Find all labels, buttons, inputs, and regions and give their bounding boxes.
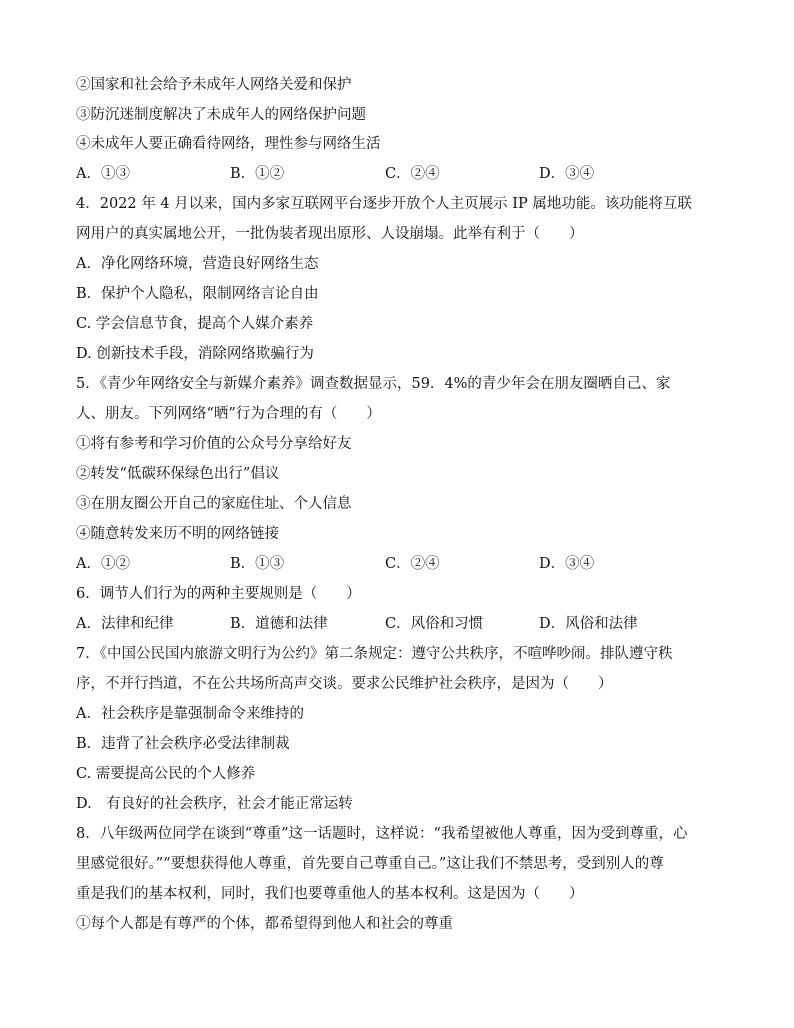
q7-option-a: A．社会秩序是靠强制命令来维持的 [76, 706, 304, 722]
q5-option-a: A．①② [76, 556, 130, 572]
q6-option-b: B．道德和法律 [230, 616, 328, 632]
q5-statement-2: ②转发“低碳环保绿色出行”倡议 [76, 466, 280, 482]
q3-option-b: B．①② [230, 166, 285, 182]
q6-option-a: A．法律和纪律 [76, 616, 174, 632]
q5-option-c: C．②④ [385, 556, 440, 572]
q3-option-d: D．③④ [539, 166, 595, 182]
q8-stem-line-2: 里感觉很好。”“要想获得他人尊重，首先要自己尊重自己。”这让我们不禁思考，受到别人的尊 [76, 856, 664, 872]
q4-option-d: D. 创新技术手段，消除网络欺骗行为 [76, 346, 314, 362]
q8-stem-line-3: 重是我们的基本权利，同时，我们也要尊重他人的基本权利。这是因为（ ） [76, 886, 584, 902]
q5-stem-line-1: 5．《青少年网络安全与新媒介素养》调查数据显示，59．4%的青少年会在朋友圈晒自己、家 [76, 376, 671, 392]
q5-stem-line-2: 人、朋友。下列网络“晒”行为合理的有（ ） [76, 406, 381, 422]
q6-options [76, 614, 716, 634]
q6-option-d: D．风俗和法律 [539, 616, 638, 632]
q3-options [76, 164, 716, 184]
q5-statement-1: ①将有参考和学习价值的公众号分享给好友 [76, 436, 352, 452]
q5-option-d: D．③④ [539, 556, 595, 572]
q3-statement-2: ②国家和社会给予未成年人网络关爱和保护 [76, 77, 352, 93]
q5-option-b: B．①③ [230, 556, 285, 572]
q8-statement-1: ①每个人都是有尊严的个体，都希望得到他人和社会的尊重 [76, 916, 453, 932]
q7-option-b: B．违背了社会秩序必受法律制裁 [76, 736, 290, 752]
q5-statement-3: ③在朋友圈公开自己的家庭住址、个人信息 [76, 496, 352, 512]
q4-stem-line-2: 网用户的真实属地公开，一批伪装者现出原形、人设崩塌。此举有利于（ ） [76, 226, 584, 242]
q7-option-d: D. 有良好的社会秩序，社会才能正常运转 [76, 796, 353, 812]
q4-option-a: A．净化网络环境，营造良好网络生态 [76, 256, 319, 272]
q7-stem-line-1: 7．《中国公民国内旅游文明行为公约》第二条规定：遵守公共秩序，不喧哗吵闹。排队遵守秩 [76, 646, 673, 662]
q3-option-a: A．①③ [76, 166, 130, 182]
q5-statement-4: ④随意转发来历不明的网络链接 [76, 526, 279, 542]
q6-option-c: C．风俗和习惯 [385, 616, 484, 632]
q4-option-b: B．保护个人隐私，限制网络言论自由 [76, 286, 319, 302]
q8-stem-line-1: 8．八年级两位同学在谈到“尊重”这一话题时，这样说：“我希望被他人尊重，因为受到尊重，心 [76, 826, 688, 842]
q7-option-c: C. 需要提高公民的个人修养 [76, 766, 256, 782]
q4-stem-line-1: 4．2022 年 4 月以来，国内多家互联网平台逐步开放个人主页展示 IP 属地功能。该功能将互联 [76, 196, 692, 212]
q3-option-c: C．②④ [385, 166, 440, 182]
q6-stem: 6．调节人们行为的两种主要规则是（ ） [76, 586, 361, 602]
q5-options [76, 554, 716, 574]
q4-option-c: C. 学会信息节食，提高个人媒介素养 [76, 316, 314, 332]
q3-statement-4: ④未成年人要正确看待网络，理性参与网络生活 [76, 136, 381, 152]
q3-statement-3: ③防沉迷制度解决了未成年人的网络保护问题 [76, 107, 366, 123]
q7-stem-line-2: 序，不并行挡道，不在公共场所高声交谈。要求公民维护社会秩序，是因为（ ） [76, 676, 613, 692]
